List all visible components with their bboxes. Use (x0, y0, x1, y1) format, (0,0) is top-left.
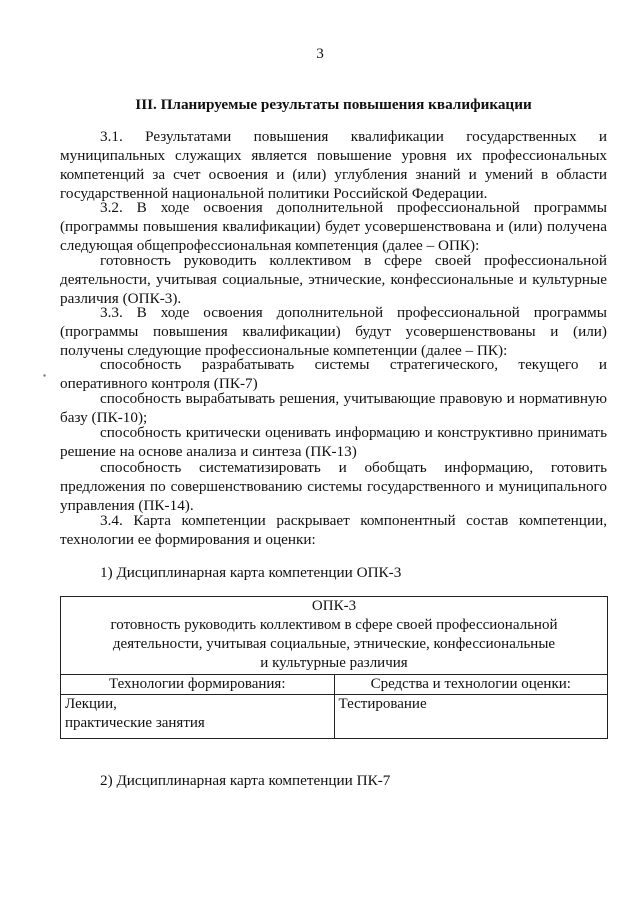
assessment-value: Тестирование (338, 696, 427, 712)
card-content-row (61, 695, 608, 739)
card-column-header-row (61, 675, 608, 695)
col-header-formation: Технологии формирования: (61, 675, 335, 695)
card-competence-code: ОПК-3 (311, 598, 357, 614)
card-1-caption: 1) Дисциплинарная карта компетенции ОПК-3 (100, 564, 402, 581)
card-competence-desc-line-3: и культурные различия (260, 655, 408, 671)
margin-mark-icon (42, 373, 47, 378)
paragraph-3-3 (60, 303, 607, 360)
col-header-assessment: Средства и технологии оценки: (334, 675, 608, 695)
card-2-caption: 2) Дисциплинарная карта компетенции ПК-7 (100, 772, 391, 789)
formation-technologies-cell (61, 695, 335, 739)
card-competence-desc-line-2: деятельности, учитывая социальные, этнические, конфессиональные (112, 636, 556, 652)
formation-line-2: практические занятия (65, 715, 205, 731)
paragraph-3-2-text: 3.2. В ходе освоения дополнительной профессиональной программы (программы повышения квалификации) будет усовершенствована и (или) получена следующая общепрофессиональная компетенция (далее – ОПК): (60, 199, 607, 254)
paragraph-3-1-text: 3.1. Результатами повышения квалификации государственных и муниципальных служащих является повышение уровня их профессиональных компетенций за счет освоения и (или) углубления знаний и умений в области государственной национальной политики Российской Федерации. (60, 128, 607, 202)
section-title: III. Планируемые результаты повышения квалификации (135, 96, 532, 113)
competence-pk-13-text: способность критически оценивать информацию и конструктивно принимать решение на основе анализа и синтеза (ПК-13) (60, 424, 607, 460)
formation-line-1: Лекции, (65, 696, 117, 712)
card-header-row (61, 597, 608, 675)
assessment-technologies-cell (334, 695, 608, 739)
page-number: 3 (316, 45, 324, 62)
competence-pk-7 (60, 355, 607, 393)
competence-pk-13 (60, 423, 607, 461)
paragraph-3-1 (60, 127, 607, 203)
competence-opk-3-text: готовность руководить коллективом в сфере своей профессиональной деятельности, учитывая социальные, этнические, конфессиональные и культурные различия (ОПК-3). (60, 252, 607, 307)
competence-card-opk-3 (60, 596, 608, 739)
competence-pk-10 (60, 389, 607, 427)
competence-pk-10-text: способность вырабатывать решения, учитывающие правовую и нормативную базу (ПК-10); (60, 390, 607, 426)
competence-pk-14 (60, 458, 607, 515)
competence-pk-7-text: способность разрабатывать системы стратегического, текущего и оперативного контроля (ПК-7) (60, 356, 607, 392)
paragraph-3-4 (60, 511, 607, 549)
paragraph-3-2 (60, 198, 607, 255)
card-competence-desc-line-1: готовность руководить коллективом в сфере своей профессиональной (110, 617, 558, 633)
competence-opk-3 (60, 251, 607, 308)
paragraph-3-3-text: 3.3. В ходе освоения дополнительной профессиональной программы (программы повышения квалификации) будут усовершенствованы и (или) получены следующие профессиональные компетенции (далее – ПК): (60, 304, 607, 359)
paragraph-3-4-text: 3.4. Карта компетенции раскрывает компонентный состав компетенции, технологии ее формирования и оценки: (60, 512, 607, 548)
competence-pk-14-text: способность систематизировать и обобщать информацию, готовить предложения по совершенствованию системы государственного и муниципального управления (ПК-14). (60, 459, 607, 514)
card-competence-cell (61, 597, 608, 675)
